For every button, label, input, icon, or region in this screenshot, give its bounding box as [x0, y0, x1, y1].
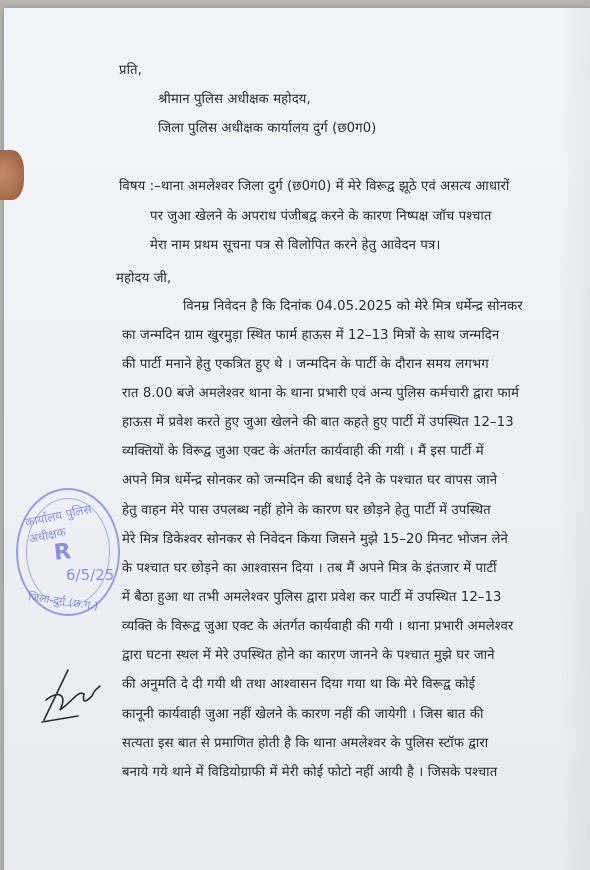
subject-line-3: मेरा नाम प्रथम सूचना पत्र से विलोपित करने हेतु आवेदन पत्र। — [150, 238, 441, 253]
subject-line-1: विषय :–थाना अमलेश्वर जिला दुर्ग (छ0ग0) में मेरे विरूद्व झूठे एवं असत्य आधारों — [119, 179, 510, 194]
body-line: हाऊस में प्रवेश करते हुए जुआ खेलने की बात कहते हुए पार्टी में उपस्थित 12–13 — [122, 415, 514, 430]
body-line: व्यक्ति के विरूद्व जुआ एक्ट के अंतर्गत कार्यवाही की गयी । थाना प्रभारी अमलेश्वर — [122, 619, 514, 634]
salutation-to: प्रति, — [119, 63, 142, 78]
body-line: के पश्चात घर छोड़ने का आश्वासन दिया । तब मैं अपने मित्र के इंतजार में पार्टी — [122, 561, 497, 576]
recipient-line-1: श्रीमान पुलिस अधीक्षक महोदय, — [158, 92, 311, 107]
greeting: महोदय जी, — [116, 271, 172, 286]
body-line: सत्यता इस बात से प्रमाणित होती है कि थाना अमलेश्वर के पुलिस स्टॉफ द्वारा — [122, 736, 489, 751]
signature-icon — [38, 660, 108, 730]
body-line: की अनुमति दे दी गयी थी तथा आश्वासन दिया गया था कि मेरे विरूद्व कोई — [122, 677, 476, 692]
body-line: रात 8.00 बजे अमलेश्वर थाना के थाना प्रभारी एवं अन्य पुलिस कर्मचारी द्वारा फार्म — [122, 386, 520, 401]
thumb — [0, 150, 24, 200]
body-line: बनाये गये थाने में विडियोग्राफी में मेरी कोई फोटो नहीं आयी है । जिसके पश्चात — [122, 765, 498, 780]
body-line: व्यक्तियों के विरूद्व जुआ एक्ट के अंतर्गत कार्यवाही की गयी । मैं इस पार्टी में — [122, 444, 484, 459]
body-line: विनम्र निवेदन है कि दिनांक 04.05.2025 को मेरे मित्र धर्मेन्द्र सोनकर — [183, 299, 523, 314]
subject-line-2: पर जुआ खेलने के अपराध पंजीबद्व करने के कारण निष्पक्ष जॉच पश्चात — [150, 209, 492, 224]
body-line: का जन्मदिन ग्राम खुरमुड़ा स्थित फार्म हाऊस में 12–13 मित्रों के साथ जन्मदिन — [122, 328, 500, 343]
seal-date: 6/5/25 — [66, 566, 115, 584]
seal-bottom-text: जिला-दुर्ग (छ.ग.) — [27, 590, 99, 613]
recipient-line-2: जिला पुलिस अधीक्षक कार्यालय दुर्ग (छ0ग0) — [158, 121, 377, 136]
body-line: की पार्टी मनाने हेतु एकत्रित हुए थे । जन्मदिन के पार्टी के दौरान समय लगभग — [122, 357, 489, 372]
body-line: द्वारा घटना स्थल में मेरे उपस्थित होने का कारण जानने के पश्चात मुझे घर जाने — [122, 648, 495, 663]
body-line: कानूनी कार्यवाही जुआ नहीं खेलने के कारण नहीं की जायेगी । जिस बात की — [122, 707, 484, 722]
body-line: मेरे मित्र डिकेश्वर सोनकर से निवेदन किया जिसने मुझे 15–20 मिनट भोजन लेने — [122, 532, 508, 547]
seal-top-text: कार्यालय पुलिस अधीक्षक — [23, 501, 93, 547]
page-shade — [560, 8, 590, 870]
body-line: अपने मित्र धर्मेन्द्र सोनकर को जन्मदिन की बधाई देने के पश्चात घर वापस जाने — [122, 473, 498, 488]
seal-mark: R — [52, 539, 73, 566]
body-line: में बैठा हुआ था तभी अमलेश्वर पुलिस द्वारा प्रवेश कर पार्टी में उपस्थित 12–13 — [122, 590, 502, 605]
office-seal — [16, 488, 120, 616]
body-line: हेतु वाहन मेरे पास उपलब्ध नहीं होने के कारण घर छोड़ने हेतु पार्टी में उपस्थित — [122, 503, 491, 518]
